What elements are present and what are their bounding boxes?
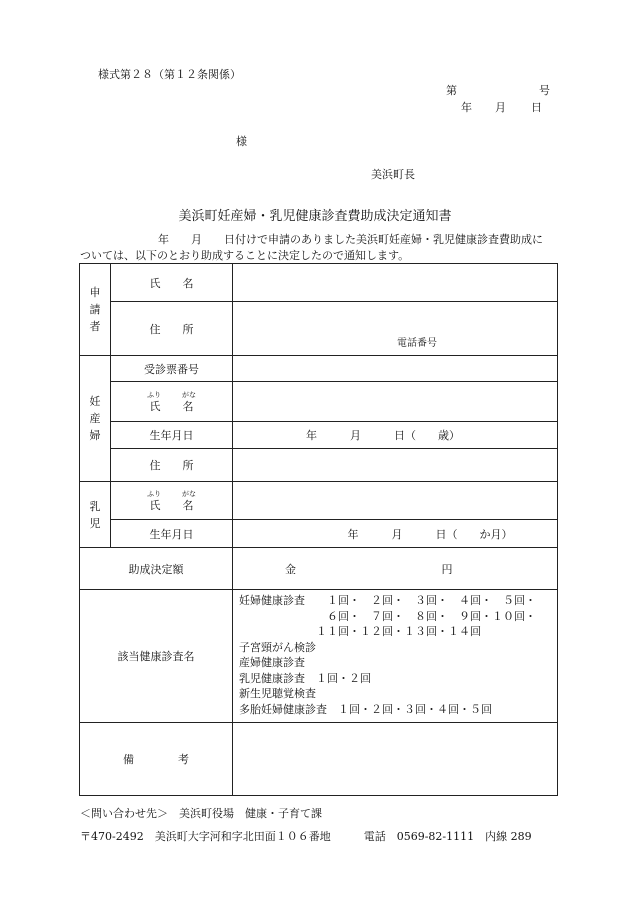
exam-line: 妊婦健康診査 １回・ ２回・ ３回・ ４回・ ５回・ [239, 594, 536, 607]
voucher-number-field[interactable] [233, 356, 558, 382]
applicant-address-field[interactable] [233, 302, 558, 356]
pregnant-name-label: ふり がな 氏 名 [111, 382, 233, 422]
applicant-group: 申請者 [80, 264, 111, 356]
amount-field[interactable] [233, 548, 558, 590]
infant-birth-label: 生年月日 [111, 520, 233, 548]
page-title: 美浜町妊産婦・乳児健康診査費助成決定通知書 [178, 209, 452, 224]
addressee: 様 [236, 135, 247, 148]
infant-name-field[interactable] [233, 482, 558, 520]
exam-line: ６回・ ７回・ ８回・ ９回・１０回・ [239, 609, 536, 623]
intro-text [80, 232, 558, 264]
pregnant-birth-value: 年 月 日（ 歳） [306, 429, 460, 442]
amount-label: 助成決定額 [80, 548, 233, 590]
exam-list [233, 590, 558, 723]
notice-table [79, 263, 558, 796]
date-month: 月 [495, 101, 506, 114]
voucher-number-label: 受診票番号 [111, 356, 233, 382]
date-day: 日 [531, 101, 542, 114]
exam-name-label: 該当健康診査名 [80, 590, 233, 723]
doc-no-prefix: 第 [446, 84, 457, 97]
pregnant-birth-field[interactable] [233, 422, 558, 449]
phone-label: 電話番号 [397, 338, 437, 349]
exam-line: １１回・１２回・１３回・１４回 [239, 625, 481, 638]
pregnant-name-field[interactable] [233, 382, 558, 422]
remarks-field[interactable] [233, 723, 558, 796]
intro-line-1: 年 月 日付けで申請のありました美浜町妊産婦・乳児健康診査費助成に [158, 233, 543, 246]
infant-birth-value: 年 月 日（ か月） [347, 527, 513, 541]
doc-no-suffix: 号 [539, 84, 550, 97]
pregnant-group: 妊産婦 [80, 356, 111, 482]
pregnant-address-field[interactable] [233, 449, 558, 482]
infant-furigana-label: ふり がな [147, 490, 196, 498]
exam-line: 新生児聴覚検査 [239, 687, 316, 700]
remarks-label: 備 考 [80, 723, 233, 796]
date-year: 年 [461, 101, 472, 114]
infant-group: 乳児 [80, 482, 111, 548]
infant-name-label: ふり がな 氏 名 [111, 482, 233, 520]
exam-line: 多胎妊婦健康診査 １回・２回・３回・４回・５回 [239, 702, 492, 716]
exam-line: 乳児健康診査 １回・２回 [239, 671, 371, 685]
pregnant-birth-label: 生年月日 [111, 422, 233, 449]
contact-address: 〒470-2492 美浜町大字河和字北田面１０６番地 電話 0569-82-1111 内線 289 [80, 830, 532, 843]
furigana-label: ふり がな [147, 391, 196, 399]
applicant-address-label: 住 所 [111, 302, 233, 356]
applicant-name-field[interactable] [233, 264, 558, 302]
exam-line: 子宮頸がん検診 [239, 640, 316, 654]
intro-line-2: ついては、以下のとおり助成することに決定したので通知します。 [80, 249, 410, 262]
applicant-name-label: 氏 名 [111, 264, 233, 302]
exam-line: 産婦健康診査 [239, 656, 305, 669]
issuer: 美浜町長 [371, 168, 415, 181]
contact-info: ＜問い合わせ先＞ 美浜町役場 健康・子育て課 [80, 807, 322, 820]
pregnant-address-label: 住 所 [111, 449, 233, 482]
form-number: 様式第２８（第１２条関係） [98, 68, 241, 81]
infant-birth-field[interactable] [233, 520, 558, 548]
amount-prefix: 金 [285, 562, 296, 576]
amount-suffix: 円 [441, 562, 453, 576]
